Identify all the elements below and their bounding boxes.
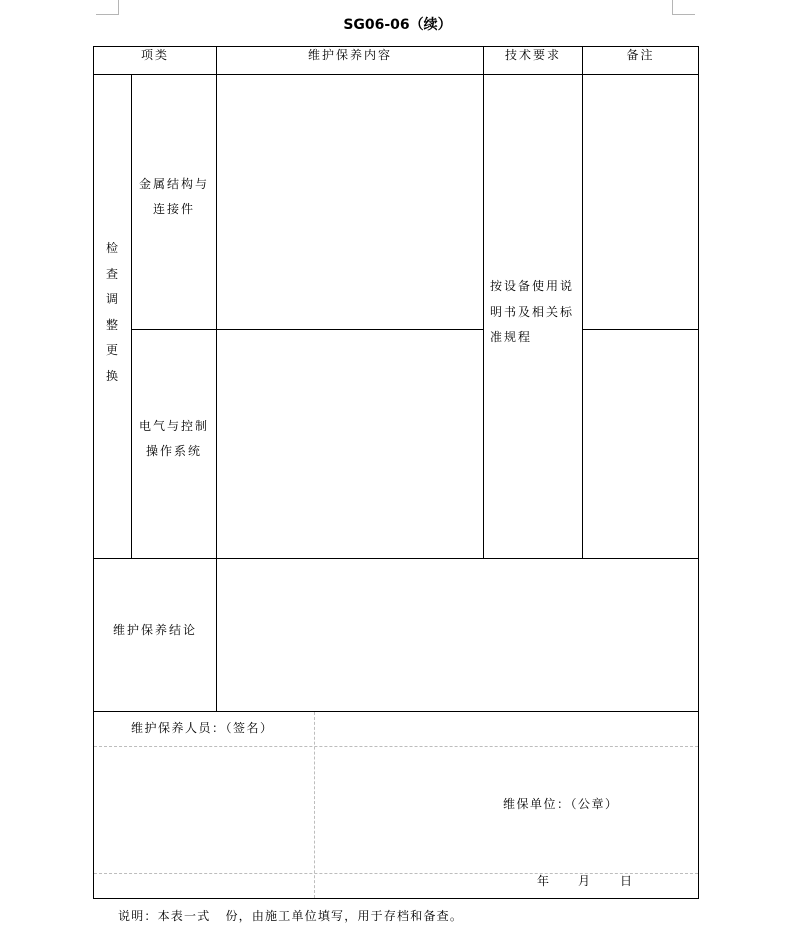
corner-mark-top-right — [672, 0, 695, 15]
remarks-field-electrical-control[interactable] — [583, 330, 698, 558]
technical-requirement-text: 按设备使用说 明书及相关标 准规程 — [490, 279, 575, 344]
header-remarks: 备注 — [626, 48, 655, 62]
form-title: SG06-06（续） — [343, 17, 452, 33]
conclusion-field[interactable] — [217, 559, 698, 711]
corner-mark-top-left — [96, 0, 119, 15]
personnel-signature-label: 维护保养人员：（签名） — [131, 721, 274, 735]
date-year-label: 年 — [537, 874, 552, 888]
group-label-inspect-adjust-replace: 检 查 调 整 更 换 — [105, 241, 118, 383]
personnel-signature-field[interactable] — [94, 747, 314, 873]
content-field-metal-structure[interactable] — [217, 75, 483, 329]
header-content: 维护保养内容 — [307, 48, 392, 62]
row-electrical-control-name: 电气与控制 操作系统 — [139, 419, 210, 458]
form-footnote: 说明：本表一式 份，由施工单位填写，用于存档和备查。 — [118, 909, 464, 923]
header-category: 项类 — [140, 48, 169, 62]
header-requirement: 技术要求 — [504, 48, 561, 62]
date-day-label: 日 — [620, 874, 635, 888]
content-field-electrical-control[interactable] — [217, 330, 483, 558]
remarks-field-metal-structure[interactable] — [583, 75, 698, 329]
conclusion-label: 维护保养结论 — [112, 623, 197, 637]
date-month-label: 月 — [578, 874, 593, 888]
unit-seal-label: 维保单位：（公章） — [503, 797, 619, 811]
row-metal-structure-name: 金属结构与 连接件 — [139, 177, 210, 216]
